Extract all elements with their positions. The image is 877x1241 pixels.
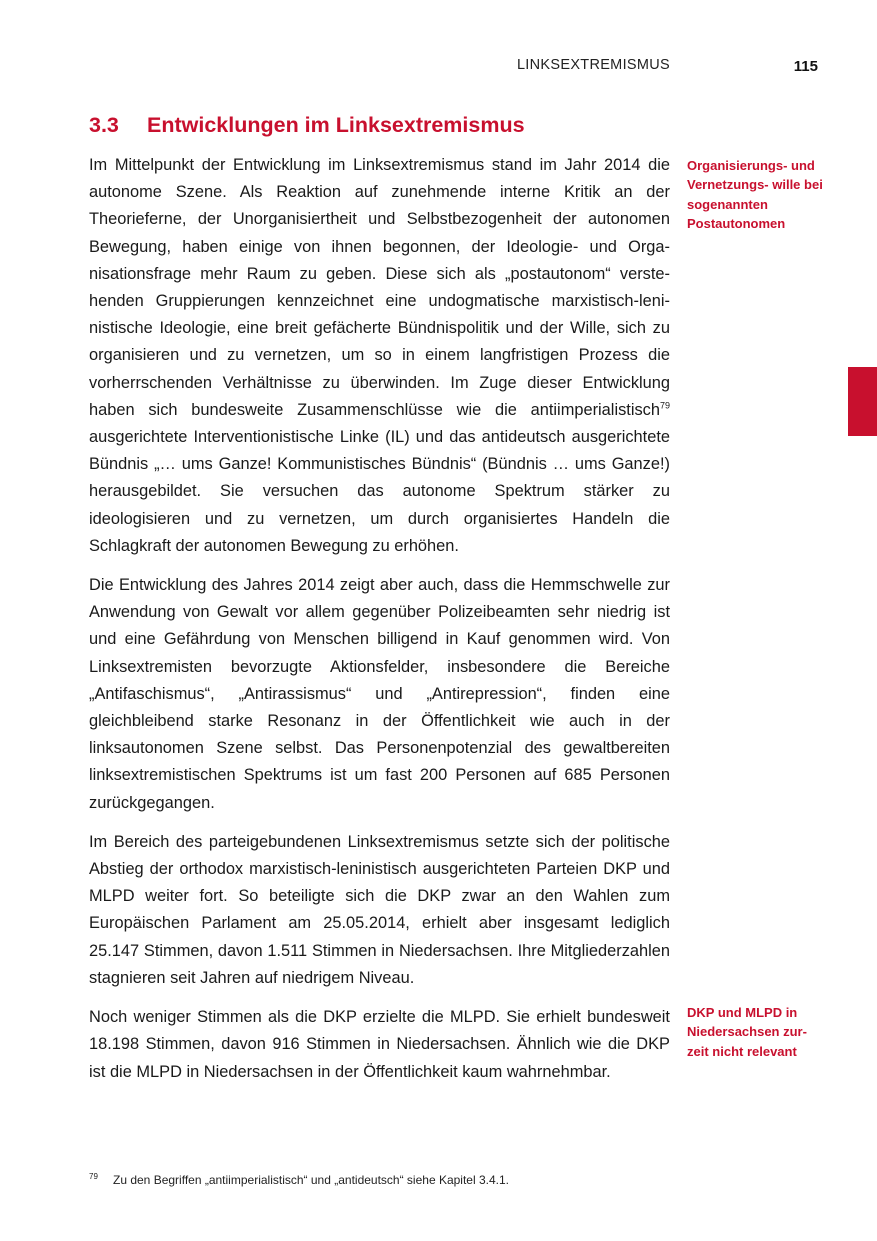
footnote-number: 79	[89, 1172, 98, 1181]
running-header	[0, 57, 877, 77]
paragraph-2: Die Entwicklung des Jahres 2014 zeigt aber auch, dass die Hemmschwelle zur Anwendung von Gewalt vor allem gegenüber Polizeibeamten sehr niedrig ist und eine Gefährdung von Menschen billigend in Kauf genommen wird. Von Linksextremisten bevorzugte Aktionsfelder, insbesondere die Bereiche „Antifaschismus“, „Antirassismus“ und „Antirepression“, finden eine gleichbleibend starke Resonanz in der Öffentlichkeit wie auch in der linksautonomen Szene selbst. Das Personenpotenzial des gewaltbereiten linksextremistischen Spektrums ist um fast 200 Personen auf 685 Personen zurückgegangen.	[89, 576, 670, 812]
footnote	[89, 1172, 509, 1187]
paragraph-1	[89, 152, 670, 560]
margin-note-postautonome: Organisierungs- und Vernetzungs- wille bei sogenannten Postautonomen	[687, 158, 823, 231]
body-text	[89, 152, 670, 1098]
section-heading	[89, 113, 525, 138]
paragraph-4: Noch weniger Stimmen als die DKP erzielte die MLPD. Sie erhielt bundesweit 18.198 Stimmen, davon 916 Stimmen in Niedersachsen. Ähnlich wie die DKP ist die MLPD in Niedersachsen in der Öffentlichkeit kaum wahrnehmbar.	[89, 1008, 670, 1081]
footnote-reference[interactable]: 79	[659, 400, 670, 411]
section-number: 3.3	[89, 113, 119, 137]
running-title: LINKSEXTREMISMUS	[516, 57, 670, 73]
chapter-side-tab	[848, 367, 877, 436]
paragraph-1-part-1: Im Mittelpunkt der Entwicklung im Linksextremismus stand im Jahr 2014 die autonome Szene. Als Reaktion auf zunehmende interne Kritik an der Theorieferne, der Unorganisiertheit und Selbstbezogenheit der autonomen Bewegung, haben einige von ihnen begonnen, der Ideologie- und Organisationsfrage mehr Raum zu geben. Diese sich als „postautonom“ verstehenden Gruppierungen kennzeichnet eine undogmatische marxistisch-leninistische Ideologie, eine breit gefächerte Bündnispolitik und der Wille, sich zu organisieren und zu vernetzen, um so in einem langfristigen Prozess die vorherrschenden Verhältnisse zu überwinden. Im Zuge dieser Entwicklung haben sich bundesweite Zusammenschlüsse wie die antiimperialistisch	[89, 156, 670, 419]
footnote-text: Zu den Begriffen „antiimperialistisch“ und „antideutsch“ siehe Kapitel 3.4.1.	[113, 1173, 509, 1187]
margin-note-dkp-mlpd: DKP und MLPD in Niedersachsen zur- zeit nicht relevant	[687, 1005, 807, 1059]
section-title: Entwicklungen im Linksextremismus	[147, 113, 525, 137]
paragraph-3: Im Bereich des parteigebundenen Linksextremismus setzte sich der politische Abstieg der orthodox marxistisch-leninistisch ausgerichteten Parteien DKP und MLPD weiter fort. So beteiligte sich die DKP zwar an den Wahlen zum Europäischen Parlament am 25.05.2014, erhielt aber insgesamt lediglich 25.147 Stimmen, davon 1.511 Stimmen in Niedersachsen. Ihre Mitgliederzahlen stagnieren seit Jahren auf niedrigem Niveau.	[89, 832, 670, 987]
paragraph-1-part-2: ausgerichtete Interventionistische Linke (IL) und das antideutsch ausgerichtete Bündnis „… ums Ganze! Kommunistisches Bündnis“ (Bündnis … ums Ganze!) herausgebildet. Sie versuchen das autonome Spektrum stärker zu ideologisieren und zu vernetzen, um durch organisiertes Handeln die Schlagkraft der autonomen Bewegung zu erhöhen.	[89, 428, 670, 555]
page-number: 115	[793, 58, 818, 75]
